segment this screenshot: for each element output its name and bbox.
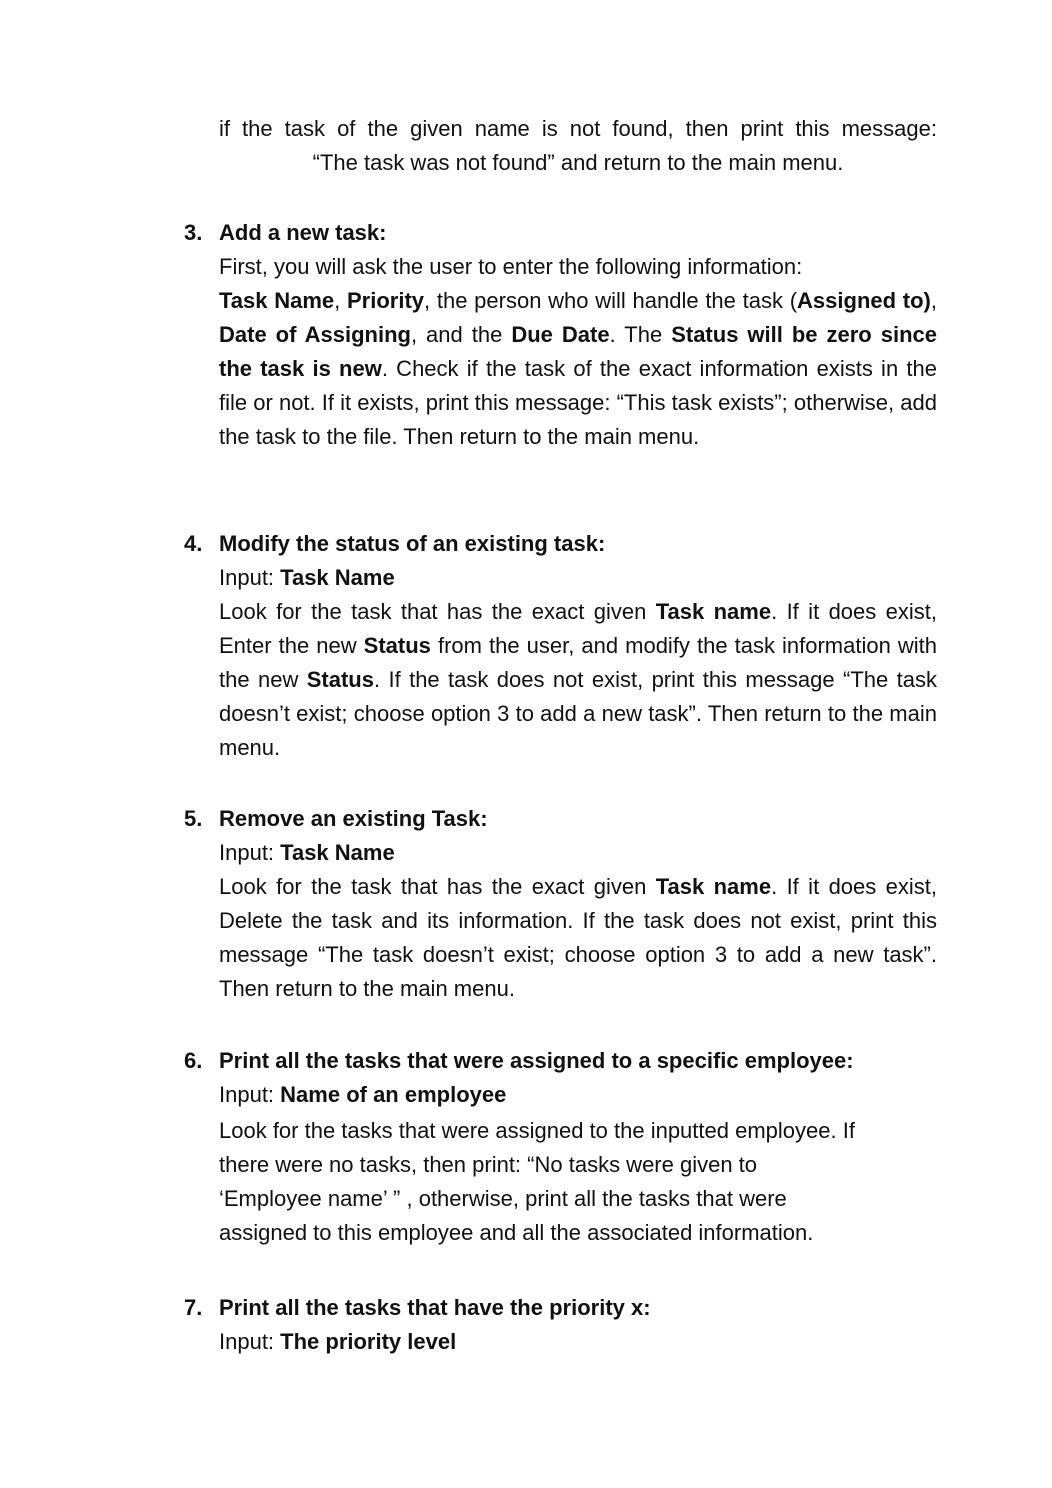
section-title: Print all the tasks that have the priority x: [219,1295,651,1320]
input-value: Task Name [280,565,395,590]
body-line: ‘Employee name’ ” , otherwise, print all the tasks that were [219,1186,787,1211]
section-input [219,561,937,595]
bold-status: Status [363,633,431,658]
section-title: Remove an existing Task: [219,806,488,831]
section-body [219,870,937,1006]
section-number: 5. [184,806,203,831]
body-line: Look for the tasks that were assigned to the inputted employee. If [219,1118,855,1143]
input-label: Input: [219,1329,281,1354]
bold-status-zero: Status will be zero since the task is new [219,322,937,381]
section-print-by-priority [184,1291,937,1359]
section-add-task [184,216,937,454]
section-body [219,595,937,765]
text-run: . If it does exist, Enter the new [219,599,938,658]
intro-paragraph [219,112,937,180]
body-line: there were no tasks, then print: “No tasks were given to [219,1152,758,1177]
section-print-by-employee [184,1044,937,1250]
bold-date-assigning: Date of Assigning [219,322,411,347]
section-remove-task [184,802,937,1006]
text-run: . If it does exist, Delete the task and its information. If the task does not exist, print this message “The task doesn’t exist; choose option 3 to add a new task”. Then return to the main menu. [219,874,938,1001]
section-title: Add a new task: [219,220,387,245]
section-body [219,284,937,454]
section-input [219,836,937,870]
section-body [219,1114,937,1250]
input-value: Name of an employee [280,1082,507,1107]
text-run: , [334,288,347,313]
text-run: from the user, and modify the task information with the new [219,633,937,692]
input-value: Task Name [280,840,395,865]
text-run: Look for the task that has the exact given [219,874,656,899]
section-number: 7. [184,1295,203,1320]
section-input [219,1325,937,1359]
text-run: , the person who will handle the task ( [424,288,798,313]
section-modify-status [184,527,937,765]
section-number: 3. [184,220,203,245]
section-number: 4. [184,531,203,556]
bold-assigned-to: Assigned to) [797,288,931,313]
section-number: 6. [184,1048,203,1073]
text-run: . If the task does not exist, print this message “The task doesn’t exist; choose option 3 to add a new task”. Then return to the main menu. [219,667,937,760]
input-value: The priority level [280,1329,457,1354]
bold-task-name: Task name [655,874,772,899]
bold-priority: Priority [347,288,425,313]
input-label: Input: [219,840,281,865]
text-run: Look for the task that has the exact given [219,599,656,624]
intro-line-2: “The task was not found” and return to the main menu. [312,150,844,175]
text-run: , and the [410,322,512,347]
input-label: Input: [219,1082,281,1107]
section-title: Modify the status of an existing task: [219,531,606,556]
text-run: . The [609,322,672,347]
bold-due-date: Due Date [511,322,610,347]
bold-task-name: Task Name [219,288,335,313]
section-title: Print all the tasks that were assigned to a specific employee: [219,1048,854,1073]
body-line: assigned to this employee and all the associated information. [219,1220,814,1245]
section-input [219,1078,937,1112]
bold-status: Status [306,667,374,692]
text-run: , [930,288,937,313]
bold-task-name: Task name [655,599,772,624]
intro-line-1: if the task of the given name is not found, then print this message: [219,116,937,141]
input-label: Input: [219,565,281,590]
section-lead: First, you will ask the user to enter the following information: [219,254,803,279]
text-run: . Check if the task of the exact information exists in the file or not. If it exists, print this message: “This task exists”; otherwise, add the task to the file. Then return to the main menu. [219,356,937,449]
